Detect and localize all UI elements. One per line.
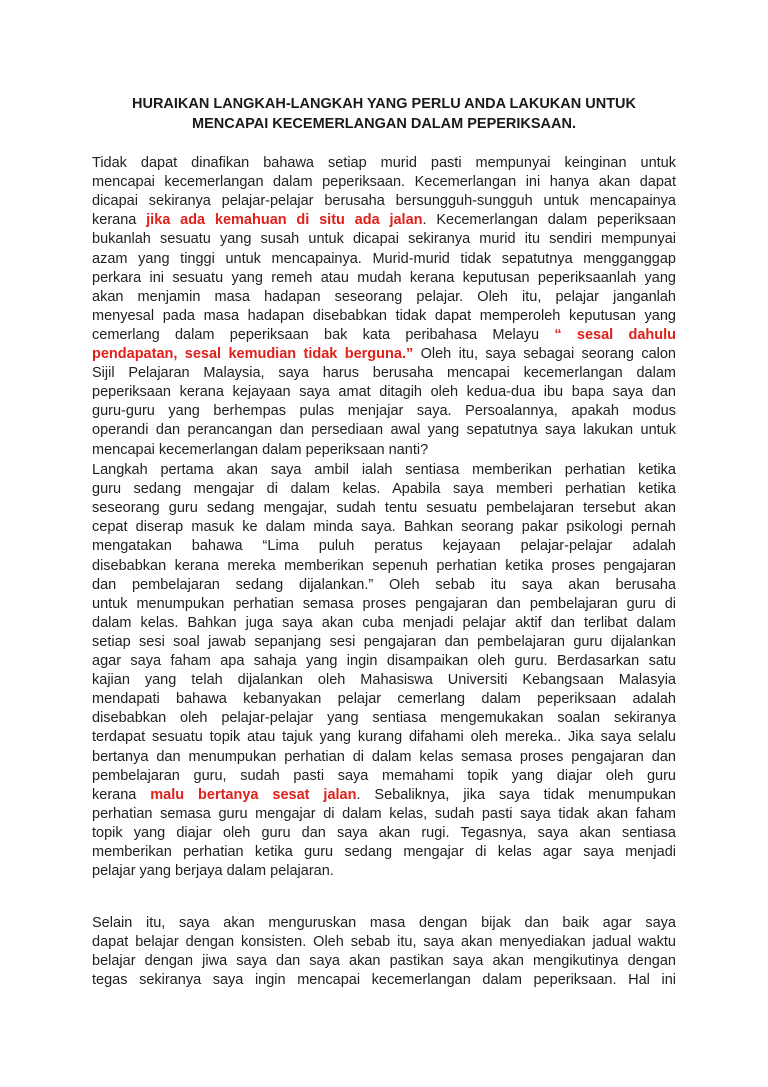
document-title-line-1: HURAIKAN LANGKAH-LANGKAH YANG PERLU ANDA LAKUKAN UNTUK: [132, 96, 636, 112]
body-text-line: [92, 614, 676, 633]
text-segment: mencapai kecemerlangan dalam peperiksaan. Kecemerlangan ini hanya akan dapat: [92, 174, 676, 191]
body-text-line: [92, 307, 676, 326]
text-segment: perkara ini sesuatu yang remeh atau mudah kerana keputusan peperiksaanlah yang: [92, 269, 676, 286]
text-segment: Selain itu, saya akan menguruskan masa dengan bijak dan baik agar saya: [92, 915, 676, 931]
text-segment: cepat diserap masuk ke dalam minda saya. Bahkan seorang pakar psikologi pernah: [92, 519, 676, 536]
body-text-line: [92, 728, 676, 747]
body-text-line: [92, 402, 676, 421]
text-segment: . Kecemerlangan dalam peperiksaan: [422, 212, 676, 229]
text-segment: Oleh itu, saya sebagai seorang calon: [413, 346, 676, 362]
body-text-line: [92, 364, 676, 383]
text-segment: mengatakan bahawa “Lima puluh peratus kejayaan pelajar-pelajar adalah: [92, 538, 676, 555]
body-text-line: [92, 952, 676, 971]
body-text-line: [92, 461, 676, 480]
text-segment: memberikan perhatian ketika guru sedang mengajar di kelas agar saya menjadi: [92, 844, 676, 860]
body-text-line: [92, 595, 676, 614]
body-text-line: [92, 786, 676, 805]
body-text-line: [92, 971, 676, 990]
body-text-line: [92, 576, 676, 595]
body-text-line: [92, 154, 676, 173]
body-text-line: [92, 211, 676, 230]
text-segment: disebabkan oleh pelajar-pelajar yang sentiasa mengemukakan soalan sekiranya: [92, 710, 676, 727]
text-segment: setiap sesi soal jawab sepanjang sesi pengajaran dan pembelajaran guru dijalankan: [92, 633, 676, 650]
highlighted-proverb: “ sesal dahulu: [554, 326, 676, 343]
text-segment: belajar dengan jiwa saya dan saya akan pastikan saya akan mengikutinya dengan: [92, 953, 676, 970]
highlighted-proverb: malu bertanya sesat jalan: [150, 786, 357, 803]
text-segment: guru sedang mengajar di dalam kelas. Apabila saya memberi perhatian ketika: [92, 481, 676, 498]
highlighted-proverb: pendapatan, sesal kemudian tidak berguna.”: [92, 346, 414, 362]
text-segment: bukanlah sesuatu yang susah untuk dicapai sekiranya murid itu sendiri mempunyai: [92, 231, 676, 248]
text-segment: untuk menumpukan perhatian semasa proses pengajaran dan pembelajaran guru di: [92, 595, 676, 612]
text-segment: akan menjamin masa hadapan seseorang pelajar. Oleh itu, pelajar janganlah: [92, 288, 676, 305]
text-segment: kerana: [92, 786, 151, 803]
body-text-line: [92, 914, 676, 933]
body-text-line: [92, 345, 676, 364]
text-segment: tegas sekiranya saya ingin mencapai kecemerlangan dalam peperiksaan. Hal ini: [92, 972, 676, 989]
text-segment: menyesal pada masa hadapan disebabkan tidak dapat memperoleh keputusan yang: [92, 307, 676, 324]
body-text-line: [92, 288, 676, 307]
body-text-line: [92, 652, 676, 671]
text-segment: . Sebaliknya, jika saya tidak menumpukan: [356, 786, 676, 803]
highlighted-proverb: jika ada kemahuan di situ ada jalan: [146, 212, 423, 229]
text-segment: guru-guru yang berhempas pulas menjajar saya. Persoalannya, apakah modus: [92, 403, 676, 420]
body-text-line: [92, 843, 676, 862]
text-segment: Langkah pertama akan saya ambil ialah sentiasa memberikan perhatian ketika: [92, 462, 676, 478]
text-segment: kajian yang telah dijalankan oleh Mahasiswa Universiti Kebangsaan Malasyia: [92, 672, 676, 689]
body-text-line: [92, 441, 676, 460]
text-segment: perhatian semasa guru mengajar di dalam kelas, sudah pasti saya tidak akan faham: [92, 805, 676, 822]
body-text-line: [92, 633, 676, 652]
text-segment: pembelajaran guru, sudah pasti saya memahami topik yang diajar oleh guru: [92, 767, 676, 784]
body-text-line: [92, 230, 676, 249]
body-text-line: [92, 748, 676, 767]
body-text-line: [92, 173, 676, 192]
body-text-line: [92, 421, 676, 440]
body-text-line: [92, 192, 676, 211]
text-segment: bertanya dan menumpukan perhatian di dalam kelas semasa proses pengajaran dan: [92, 748, 676, 765]
body-text-line: [92, 767, 676, 786]
text-segment: peperiksaan kerana kejayaan saya amat ditagih oleh kedua-dua ibu bapa saya dan: [92, 384, 676, 401]
body-text-line: [92, 383, 676, 402]
text-segment: cemerlang dalam peperiksaan bak kata peribahasa Melayu: [92, 326, 555, 343]
text-segment: kerana: [92, 212, 147, 229]
text-segment: mendapati bahawa kebanyakan pelajar cemerlang dalam peperiksaan adalah: [92, 691, 676, 708]
body-text-line: [92, 537, 676, 556]
text-segment: dapat belajar dengan konsisten. Oleh sebab itu, saya akan menyediakan jadual waktu: [92, 934, 676, 951]
body-text-line: [92, 805, 676, 824]
body-text-line: [92, 933, 676, 952]
text-segment: agar saya faham apa sahaja yang ingin disampaikan oleh guru. Berdasarkan satu: [92, 653, 676, 669]
text-segment: mencapai kecemerlangan dalam peperiksaan nanti?: [92, 441, 429, 458]
document-title-line-2: MENCAPAI KECEMERLANGAN DALAM PEPERIKSAAN.: [192, 116, 576, 132]
body-text-line: [92, 250, 676, 269]
body-text-line: [92, 326, 676, 345]
text-segment: seseorang guru sedang mengajar, sudah tentu sesuatu pembelajaran tersebut akan: [92, 500, 676, 517]
body-text-line: [92, 518, 676, 537]
body-text-line: [92, 480, 676, 499]
body-text-line: [92, 557, 676, 576]
text-segment: dalam kelas. Bahkan juga saya akan cuba menjadi pelajar aktif dan terlibat dalam: [92, 614, 676, 631]
text-segment: dan pembelajaran sedang dijalankan.” Oleh sebab itu saya akan berusaha: [92, 576, 676, 593]
text-segment: operandi dan perancangan dan persediaan awal yang sepatutnya saya lakukan untuk: [92, 422, 676, 439]
body-text-line: [92, 709, 676, 728]
text-segment: azam yang tinggi untuk mencapainya. Murid-murid tidak sepatutnya mengganggap: [92, 250, 676, 267]
text-segment: topik yang diajar oleh guru dan saya akan rugi. Tegasnya, saya akan sentiasa: [92, 824, 676, 841]
text-segment: dicapai sekiranya pelajar-pelajar berusaha bersungguh-sungguh untuk mencapainya: [92, 193, 676, 210]
body-text-line: [92, 269, 676, 288]
text-segment: Tidak dapat dinafikan bahawa setiap murid pasti mempunyai keinginan untuk: [92, 155, 676, 171]
text-segment: Sijil Pelajaran Malaysia, saya harus berusaha mencapai kecemerlangan dalam: [92, 365, 676, 382]
body-text-line: [92, 862, 676, 881]
text-segment: terdapat sesuatu topik atau tajuk yang kurang difahami oleh mereka.. Jika saya selalu: [92, 729, 676, 746]
text-segment: disebabkan kerana mereka memberikan sepenuh perhatian ketika proses pengajaran: [92, 557, 676, 574]
body-text-line: [92, 824, 676, 843]
text-segment: pelajar yang berjaya dalam pelajaran.: [92, 863, 334, 880]
body-text-line: [92, 671, 676, 690]
body-text-line: [92, 690, 676, 709]
body-text-line: [92, 499, 676, 518]
